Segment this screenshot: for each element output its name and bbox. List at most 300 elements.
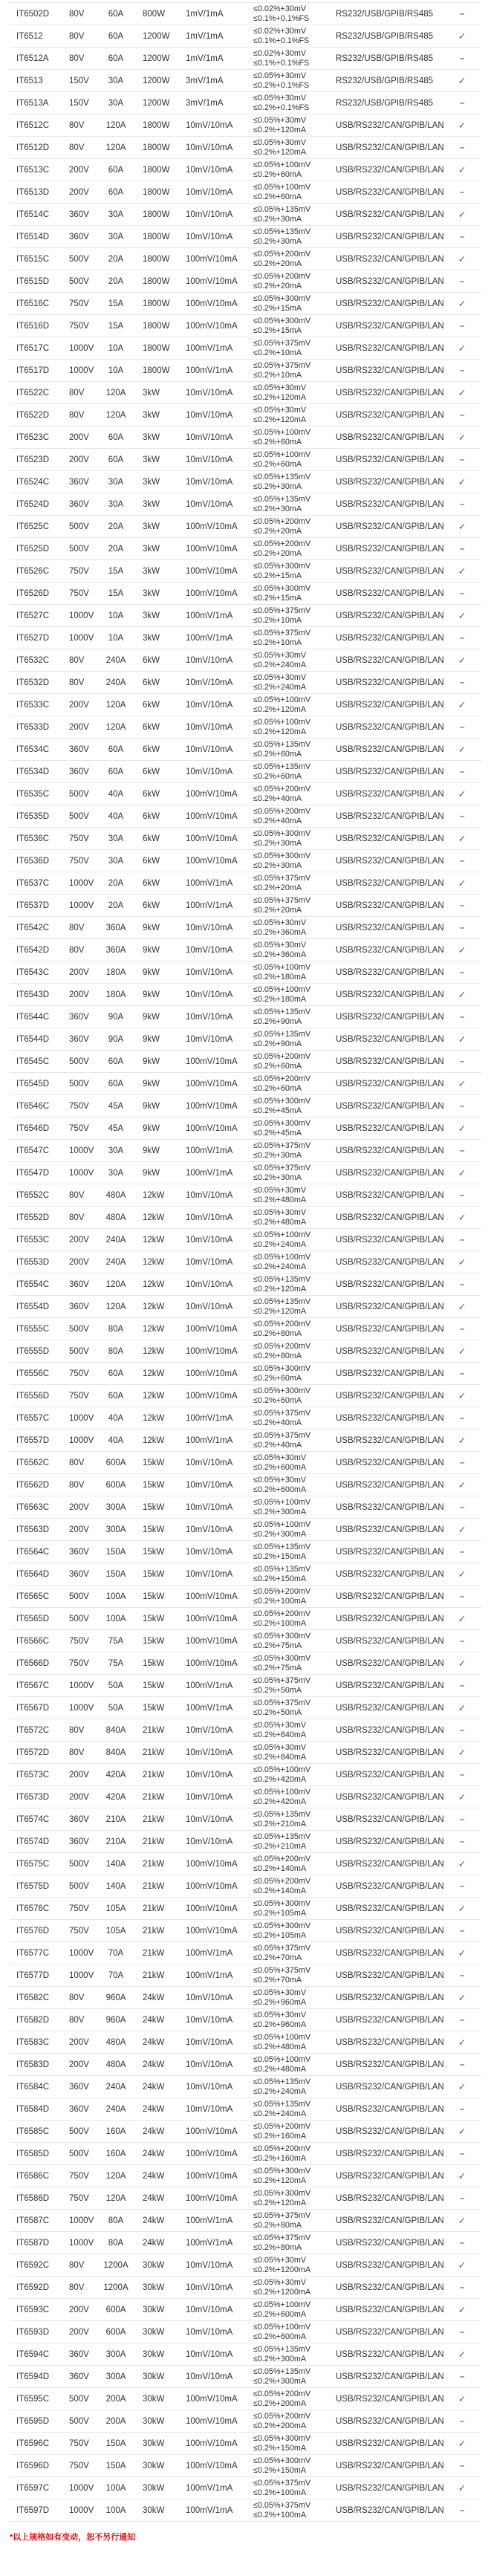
current-cell: 300A	[105, 2349, 126, 2359]
resolution-cell: 10mV/10mA	[186, 2327, 233, 2337]
check-icon: ✓	[458, 1992, 466, 2003]
spec-table	[10, 2, 481, 2522]
table-row	[10, 783, 481, 805]
table-row	[10, 70, 481, 92]
model-cell: IT6564D	[16, 1569, 50, 1579]
recommended-mark	[443, 455, 481, 464]
voltage-cell: 1000V	[69, 878, 94, 888]
table-row	[10, 1808, 481, 1831]
accuracy-cell	[253, 1208, 336, 1227]
resolution-cell: 10mV/10mA	[186, 477, 233, 487]
dash-icon: –	[459, 2461, 465, 2470]
model-cell: IT6563C	[16, 1502, 50, 1512]
voltage-accuracy: ≤0.05%+200mV	[253, 1320, 311, 1328]
interfaces-cell: USB/RS232/CAN/GPIB/LAN	[336, 2461, 444, 2470]
power-cell: 3kW	[143, 410, 160, 420]
resolution-cell: 100mV/10mA	[186, 1123, 238, 1133]
voltage-accuracy: ≤0.05%+300mV	[253, 1654, 311, 1663]
table-row	[10, 1608, 481, 1630]
current-cell: 120A	[105, 2193, 126, 2203]
dash-icon: –	[459, 1279, 465, 1289]
interfaces-cell: USB/RS232/CAN/GPIB/LAN	[336, 143, 444, 152]
check-icon: ✓	[458, 610, 466, 621]
resolution-cell: 3mV/1mA	[186, 76, 224, 85]
resolution-cell: 10mV/10mA	[186, 678, 233, 687]
current-cell: 300A	[105, 2372, 126, 2381]
table-row	[10, 1563, 481, 1586]
accuracy-cell	[253, 1632, 336, 1650]
voltage-accuracy: ≤0.05%+135mV	[253, 205, 311, 214]
interfaces-cell: RS232/USB/GPIB/RS485	[336, 9, 434, 19]
interfaces-cell: USB/RS232/CAN/GPIB/LAN	[336, 588, 444, 598]
current-cell: 15A	[108, 566, 124, 576]
current-cell: 60A	[108, 165, 124, 175]
recommended-mark	[443, 699, 481, 710]
power-cell: 6kW	[143, 811, 160, 821]
table-row	[10, 2277, 481, 2299]
power-cell: 30kW	[143, 2483, 165, 2493]
current-cell: 100A	[105, 2483, 126, 2493]
resolution-cell: 100mV/1mA	[186, 1435, 233, 1445]
voltage-cell: 750V	[69, 566, 89, 576]
model-cell: IT6584C	[16, 2082, 50, 2092]
interfaces-cell: USB/RS232/CAN/GPIB/LAN	[336, 1859, 444, 1869]
interfaces-cell: USB/RS232/CAN/GPIB/LAN	[336, 1123, 444, 1133]
voltage-accuracy: ≤0.05%+100mV	[253, 160, 311, 169]
model-cell: IT6565D	[16, 1614, 50, 1623]
current-accuracy: ≤0.2%+105mA	[253, 1908, 307, 1918]
voltage-cell: 80V	[69, 410, 85, 420]
model-cell: IT6525C	[16, 522, 50, 531]
current-cell: 420A	[105, 1770, 126, 1779]
accuracy-cell	[253, 2100, 336, 2118]
dash-icon: –	[459, 366, 465, 375]
resolution-cell: 100mV/10mA	[186, 299, 238, 308]
dash-icon: –	[459, 2238, 465, 2248]
current-cell: 120A	[105, 700, 126, 710]
interfaces-cell: USB/RS232/CAN/GPIB/LAN	[336, 2439, 444, 2448]
check-icon: ✓	[458, 744, 466, 755]
model-cell: IT6536D	[16, 856, 50, 866]
dash-icon: –	[459, 2060, 465, 2069]
voltage-accuracy: ≤0.05%+375mV	[253, 1944, 311, 1953]
voltage-cell: 360V	[69, 1569, 89, 1579]
table-row	[10, 1340, 481, 1363]
accuracy-cell	[253, 695, 336, 714]
current-cell: 60A	[108, 455, 124, 464]
recommended-mark	[443, 366, 481, 375]
current-accuracy: ≤0.2%+120mA	[253, 1306, 307, 1316]
check-icon: ✓	[458, 833, 466, 844]
model-cell: IT6576D	[16, 1926, 50, 1936]
table-row	[10, 1073, 481, 1095]
table-row	[10, 2410, 481, 2433]
accuracy-cell	[253, 2300, 336, 2319]
voltage-accuracy: ≤0.05%+375mV	[253, 1699, 311, 1707]
accuracy-cell	[253, 1855, 336, 1873]
model-cell: IT6563D	[16, 1525, 50, 1534]
voltage-accuracy: ≤0.05%+30mV	[253, 1186, 307, 1195]
resolution-cell: 10mV/10mA	[186, 2015, 233, 2025]
power-cell: 3kW	[143, 522, 160, 531]
table-row	[10, 516, 481, 538]
power-cell: 12kW	[143, 1213, 165, 1222]
current-accuracy: ≤0.2%+140mA	[253, 1863, 307, 1873]
check-icon: ✓	[458, 1702, 466, 1713]
interfaces-cell: USB/RS232/CAN/GPIB/LAN	[336, 1190, 444, 1200]
interfaces-cell: USB/RS232/CAN/GPIB/LAN	[336, 789, 444, 799]
table-row	[10, 1028, 481, 1051]
voltage-cell: 360V	[69, 210, 89, 219]
voltage-cell: 80V	[69, 1213, 85, 1222]
current-accuracy: ≤0.2%+120mA	[253, 392, 307, 402]
current-accuracy: ≤0.2%+600mA	[253, 1485, 307, 1494]
model-cell: IT6512C	[16, 120, 50, 130]
current-accuracy: ≤0.2%+60mA	[253, 771, 302, 781]
model-cell: IT6522C	[16, 388, 50, 398]
recommended-mark	[443, 253, 481, 265]
recommended-mark	[443, 723, 481, 732]
voltage-accuracy: ≤0.05%+375mV	[253, 1676, 311, 1685]
current-cell: 600A	[105, 1480, 126, 1490]
resolution-cell: 100mV/1mA	[186, 1681, 233, 1690]
dash-icon: –	[459, 2104, 465, 2114]
dash-icon: –	[459, 1970, 465, 1980]
voltage-accuracy: ≤0.05%+135mV	[253, 2077, 311, 2086]
current-accuracy: ≤0.2%+60mA	[253, 1083, 302, 1093]
power-cell: 30kW	[143, 2327, 165, 2337]
model-cell: IT6545C	[16, 1057, 50, 1066]
power-cell: 1800W	[143, 299, 170, 308]
resolution-cell: 10mV/10mA	[186, 165, 233, 175]
power-cell: 9kW	[143, 1123, 160, 1133]
interfaces-cell: USB/RS232/CAN/GPIB/LAN	[336, 1993, 444, 2002]
recommended-mark	[443, 1971, 481, 1980]
interfaces-cell: USB/RS232/CAN/GPIB/LAN	[336, 2193, 444, 2203]
interfaces-cell: USB/RS232/CAN/GPIB/LAN	[336, 410, 444, 420]
power-cell: 15kW	[143, 1703, 165, 1713]
dash-icon: –	[459, 923, 465, 932]
interfaces-cell: USB/RS232/CAN/GPIB/LAN	[336, 388, 444, 398]
voltage-cell: 200V	[69, 722, 89, 732]
current-accuracy: ≤0.2%+360mA	[253, 950, 307, 959]
voltage-cell: 500V	[69, 1324, 89, 1334]
voltage-accuracy: ≤0.05%+30mV	[253, 918, 307, 927]
interfaces-cell: USB/RS232/CAN/GPIB/LAN	[336, 1569, 444, 1579]
power-cell: 30kW	[143, 2461, 165, 2470]
voltage-accuracy: ≤0.05%+135mV	[253, 473, 311, 481]
table-row	[10, 315, 481, 337]
dash-icon: –	[459, 1636, 465, 1646]
model-cell: IT6545D	[16, 1079, 50, 1089]
resolution-cell: 10mV/10mA	[186, 2372, 233, 2381]
power-cell: 9kW	[143, 990, 160, 999]
accuracy-cell	[253, 1008, 336, 1026]
current-accuracy: ≤0.2%+80mA	[253, 1328, 302, 1338]
accuracy-cell	[253, 160, 336, 179]
resolution-cell: 100mV/10mA	[186, 522, 238, 531]
accuracy-cell	[253, 1119, 336, 1138]
dash-icon: –	[459, 1324, 465, 1334]
current-accuracy: ≤0.2%+300mA	[253, 2376, 307, 2386]
interfaces-cell: RS232/USB/GPIB/RS485	[336, 76, 434, 85]
current-accuracy: ≤0.2%+60mA	[253, 1061, 302, 1071]
model-cell: IT6512	[16, 31, 43, 41]
voltage-cell: 80V	[69, 31, 85, 41]
check-icon: ✓	[458, 1903, 466, 1914]
interfaces-cell: USB/RS232/CAN/GPIB/LAN	[336, 299, 444, 308]
model-cell: IT6523D	[16, 455, 50, 464]
resolution-cell: 100mV/10mA	[186, 1101, 238, 1111]
resolution-cell: 10mV/10mA	[186, 455, 233, 464]
current-cell: 600A	[105, 1458, 126, 1467]
voltage-accuracy: ≤0.05%+135mV	[253, 2367, 311, 2376]
power-cell: 6kW	[143, 878, 160, 888]
check-icon: ✓	[458, 164, 466, 175]
current-cell: 80A	[108, 1346, 124, 1356]
table-row	[10, 1296, 481, 1318]
resolution-cell: 10mV/10mA	[186, 1792, 233, 1802]
check-icon: ✓	[458, 1613, 466, 1624]
recommended-mark	[443, 634, 481, 643]
recommended-mark	[443, 298, 481, 309]
accuracy-cell	[253, 27, 336, 45]
current-accuracy: ≤0.2%+45mA	[253, 1128, 302, 1138]
voltage-cell: 1000V	[69, 1681, 94, 1690]
recommended-mark	[443, 10, 481, 19]
accuracy-cell	[253, 1364, 336, 1383]
voltage-accuracy: ≤0.05%+200mV	[253, 2390, 311, 2398]
resolution-cell: 100mV/10mA	[186, 276, 238, 286]
voltage-accuracy: ≤0.05%+100mV	[253, 1765, 311, 1774]
check-icon: ✓	[458, 1524, 466, 1535]
current-cell: 60A	[108, 1391, 124, 1401]
interfaces-cell: USB/RS232/CAN/GPIB/LAN	[336, 499, 444, 509]
voltage-cell: 200V	[69, 2327, 89, 2337]
interfaces-cell: USB/RS232/CAN/GPIB/LAN	[336, 1970, 444, 1980]
power-cell: 21kW	[143, 1748, 165, 1757]
voltage-cell: 80V	[69, 1725, 85, 1735]
current-cell: 300A	[105, 1525, 126, 1534]
resolution-cell: 10mV/10mA	[186, 1770, 233, 1779]
accuracy-cell	[253, 2167, 336, 2185]
model-cell: IT6555C	[16, 1324, 50, 1334]
recommended-mark	[443, 1613, 481, 1624]
resolution-cell: 100mV/10mA	[186, 2193, 238, 2203]
resolution-cell: 100mV/10mA	[186, 789, 238, 799]
accuracy-cell	[253, 2323, 336, 2341]
model-cell: IT6516D	[16, 321, 50, 331]
resolution-cell: 100mV/10mA	[186, 2416, 238, 2426]
current-cell: 60A	[108, 53, 124, 63]
accuracy-cell	[253, 851, 336, 870]
table-row	[10, 2009, 481, 2031]
table-row	[10, 337, 481, 360]
accuracy-cell	[253, 584, 336, 603]
current-cell: 10A	[108, 343, 124, 353]
dash-icon: –	[459, 232, 465, 241]
resolution-cell: 3mV/1mA	[186, 98, 224, 108]
interfaces-cell: USB/RS232/CAN/GPIB/LAN	[336, 1837, 444, 1846]
voltage-cell: 200V	[69, 990, 89, 999]
model-cell: IT6586C	[16, 2171, 50, 2181]
power-cell: 24kW	[143, 2171, 165, 2181]
resolution-cell: 10mV/10mA	[186, 143, 233, 152]
recommended-mark	[443, 1123, 481, 1134]
recommended-mark	[443, 1592, 481, 1601]
recommended-mark	[443, 857, 481, 866]
current-accuracy: ≤0.2%+120mA	[253, 147, 307, 157]
table-row	[10, 739, 481, 761]
resolution-cell: 10mV/10mA	[186, 1814, 233, 1824]
check-icon: ✓	[458, 387, 466, 398]
resolution-cell: 10mV/10mA	[186, 187, 233, 197]
accuracy-cell	[253, 562, 336, 580]
interfaces-cell: USB/RS232/CAN/GPIB/LAN	[336, 1302, 444, 1311]
voltage-cell: 1000V	[69, 633, 94, 643]
current-accuracy: ≤0.2%+840mA	[253, 1730, 307, 1739]
voltage-accuracy: ≤0.05%+100mV	[253, 695, 311, 704]
current-accuracy: ≤0.2%+120mA	[253, 2198, 307, 2207]
power-cell: 15kW	[143, 1547, 165, 1557]
voltage-accuracy: ≤0.05%+135mV	[253, 495, 311, 504]
current-accuracy: ≤0.2%+300mA	[253, 2354, 307, 2364]
voltage-cell: 500V	[69, 2394, 89, 2404]
accuracy-cell	[253, 2211, 336, 2230]
dash-icon: –	[459, 1926, 465, 1936]
resolution-cell: 10mV/10mA	[186, 1725, 233, 1735]
recommended-mark	[443, 877, 481, 889]
accuracy-cell	[253, 2077, 336, 2096]
table-row	[10, 2343, 481, 2366]
table-row	[10, 761, 481, 783]
model-cell: IT6517D	[16, 366, 50, 375]
table-row	[10, 1719, 481, 1742]
table-row	[10, 1184, 481, 1207]
check-icon: ✓	[458, 2349, 466, 2360]
table-row	[10, 2388, 481, 2410]
voltage-cell: 1000V	[69, 611, 94, 620]
current-cell: 200A	[105, 2394, 126, 2404]
resolution-cell: 10mV/10mA	[186, 1480, 233, 1490]
power-cell: 12kW	[143, 1435, 165, 1445]
resolution-cell: 100mV/10mA	[186, 834, 238, 843]
model-cell: IT6535D	[16, 811, 50, 821]
check-icon: ✓	[458, 2126, 466, 2137]
resolution-cell: 100mV/1mA	[186, 611, 233, 620]
table-row	[10, 1363, 481, 1385]
power-cell: 12kW	[143, 1279, 165, 1289]
power-cell: 12kW	[143, 1324, 165, 1334]
recommended-mark	[443, 1256, 481, 1268]
check-icon: ✓	[458, 298, 466, 309]
interfaces-cell: USB/RS232/CAN/GPIB/LAN	[336, 1614, 444, 1623]
model-cell: IT6584D	[16, 2104, 50, 2114]
model-cell: IT6522D	[16, 410, 50, 420]
recommended-mark	[443, 164, 481, 175]
voltage-cell: 360V	[69, 767, 89, 776]
current-cell: 60A	[108, 744, 124, 754]
model-cell: IT6565C	[16, 1592, 50, 1601]
model-cell: IT6594D	[16, 2372, 50, 2381]
resolution-cell: 100mV/10mA	[186, 1904, 238, 1913]
model-cell: IT6513C	[16, 165, 50, 175]
accuracy-cell	[253, 807, 336, 825]
current-cell: 150A	[105, 1569, 126, 1579]
accuracy-cell	[253, 918, 336, 937]
power-cell: 30kW	[143, 2283, 165, 2292]
accuracy-cell	[253, 1542, 336, 1561]
resolution-cell: 10mV/10mA	[186, 1302, 233, 1311]
interfaces-cell: USB/RS232/CAN/GPIB/LAN	[336, 811, 444, 821]
recommended-mark	[443, 432, 481, 443]
recommended-mark	[443, 788, 481, 799]
accuracy-cell	[253, 1253, 336, 1271]
current-accuracy: ≤0.2%+30mA	[253, 504, 302, 513]
resolution-cell: 100mV/10mA	[186, 2394, 238, 2404]
check-icon: ✓	[458, 2215, 466, 2226]
voltage-accuracy: ≤0.05%+30mV	[253, 651, 307, 660]
voltage-accuracy: ≤0.05%+200mV	[253, 539, 311, 548]
current-cell: 240A	[105, 1235, 126, 1245]
recommended-mark	[443, 2304, 481, 2315]
recommended-mark	[443, 120, 481, 131]
current-accuracy: ≤0.2%+180mA	[253, 994, 307, 1004]
accuracy-cell	[253, 294, 336, 313]
current-cell: 75A	[108, 1636, 124, 1646]
current-accuracy: ≤0.2%+90mA	[253, 1039, 302, 1048]
interfaces-cell: USB/RS232/CAN/GPIB/LAN	[336, 522, 444, 531]
resolution-cell: 10mV/10mA	[186, 2305, 233, 2314]
power-cell: 21kW	[143, 1970, 165, 1980]
current-cell: 10A	[108, 366, 124, 375]
interfaces-cell: USB/RS232/CAN/GPIB/LAN	[336, 2260, 444, 2270]
table-row	[10, 627, 481, 649]
check-icon: ✓	[458, 521, 466, 532]
table-row	[10, 1942, 481, 1965]
accuracy-cell	[253, 450, 336, 469]
voltage-accuracy: ≤0.05%+375mV	[253, 2233, 311, 2242]
table-row	[10, 1318, 481, 1340]
power-cell: 9kW	[143, 1079, 160, 1089]
model-cell: IT6556D	[16, 1391, 50, 1401]
interfaces-cell: USB/RS232/CAN/GPIB/LAN	[336, 1547, 444, 1557]
current-cell: 840A	[105, 1725, 126, 1735]
current-cell: 90A	[108, 1034, 124, 1044]
recommended-mark	[443, 1280, 481, 1289]
voltage-cell: 200V	[69, 1257, 89, 1267]
recommended-mark	[443, 1903, 481, 1914]
power-cell: 1200W	[143, 76, 170, 85]
check-icon: ✓	[458, 1078, 466, 1089]
dash-icon: –	[459, 1146, 465, 1155]
current-cell: 70A	[108, 1948, 124, 1958]
accuracy-cell	[253, 406, 336, 424]
voltage-cell: 500V	[69, 1079, 89, 1089]
current-accuracy: ≤0.2%+600mA	[253, 2332, 307, 2341]
voltage-cell: 360V	[69, 1279, 89, 1289]
power-cell: 9kW	[143, 1168, 160, 1178]
interfaces-cell: USB/RS232/CAN/GPIB/LAN	[336, 1814, 444, 1824]
voltage-cell: 360V	[69, 2349, 89, 2359]
voltage-accuracy: ≤0.05%+100mV	[253, 450, 311, 459]
power-cell: 6kW	[143, 856, 160, 866]
current-cell: 120A	[105, 410, 126, 420]
voltage-accuracy: ≤0.05%+375mV	[253, 896, 311, 905]
resolution-cell: 100mV/1mA	[186, 901, 233, 910]
interfaces-cell: USB/RS232/CAN/GPIB/LAN	[336, 945, 444, 955]
current-cell: 240A	[105, 655, 126, 665]
